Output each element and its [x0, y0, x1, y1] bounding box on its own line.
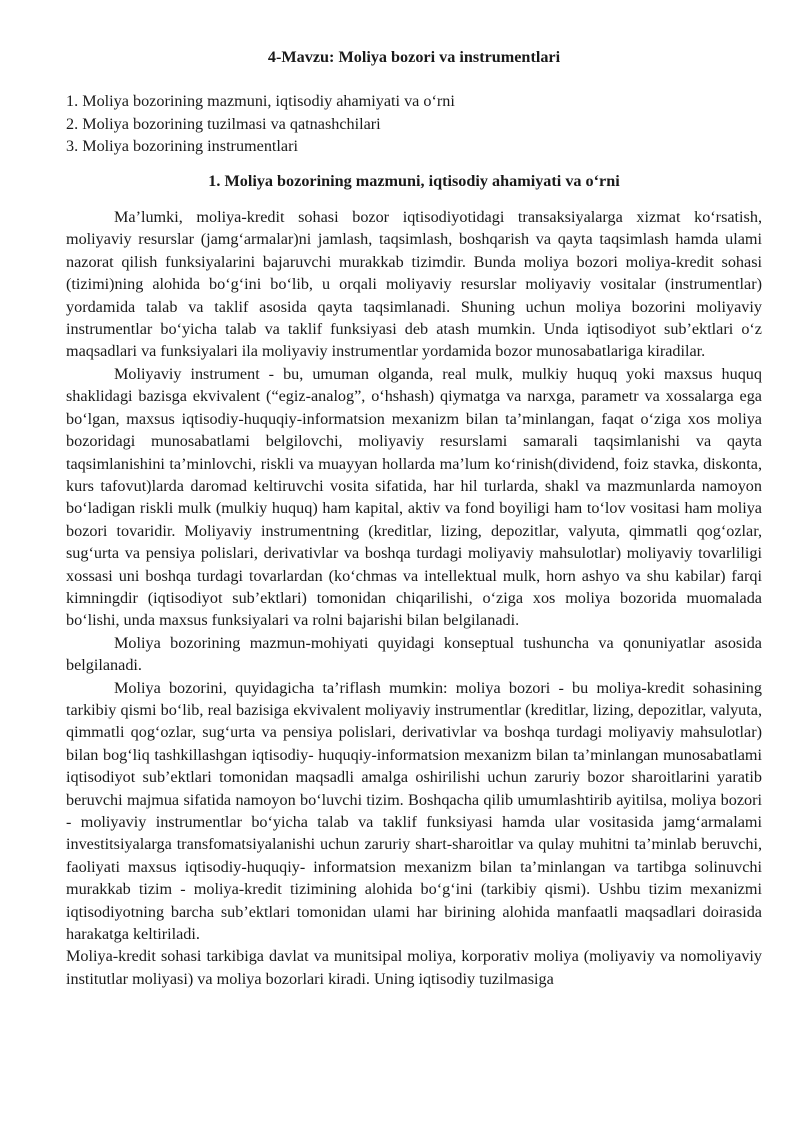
toc-item: 3. Moliya bozorining instrumentlari [66, 137, 298, 156]
paragraph: Moliya bozorining mazmun-mohiyati quyidagi konseptual tushuncha va qonuniyatlar asosida belgilanadi. [66, 633, 762, 675]
section-title: 1. Moliya bozorining mazmuni, iqtisodiy ahamiyati va o‘rni [208, 171, 620, 190]
paragraph: Moliya bozorini, quyidagicha ta’riflash mumkin: moliya bozori - bu moliya-kredit sohasining tarkibiy qismi bo‘lib, real bazisiga ekvivalent moliyaviy instrumentlar (kreditlar, lizing, depozitlar, valyuta, qimmatli qog‘ozlar, sug‘urta va pensiya polislari, derivativlar va boshqa turdagi moliyaviy mahsulotlar) bilan bog‘liq tashkillashgan iqtisodiy- huquqiy-informatsion mexanizm bilan ta’minlangan munosabatlami iqtisodiyot sub’ektlari tomonidan maqsadli amalga oshirilishi uchun zaruriy bozor sharoitlarini yaratib beruvchi majmua sifatida namoyon bo‘luvchi tizim. Boshqacha qilib umumlashtirib ayitilsa, moliya bozori - moliyaviy instrumentlar bo‘yicha talab va taklif funksiyasi hamda ular vositasida jamg‘armalami investitsiyalarga transfomatsiyalanishi uchun zaruriy shart-sharoitlar va qulay muhitni ta’minlab beruvchi, faoliyati maxsus iqtisodiy-huquqiy- informatsion mexanizm bilan ta’minlangan va tartibga solinuvchi murakkab tizim - moliya-kredit tizimining alohida bo‘g‘ini (tarkibiy qismi). Ushbu tizim mexanizmi iqtisodiyotning barcha sub’ektlari tomonidan ulami har birining alohida manfaatli maqsadlari doirasida harakatga keltiriladi. [66, 678, 762, 944]
document-title: 4-Mavzu: Moliya bozori va instrumentlari [267, 48, 561, 66]
table-of-contents [66, 90, 762, 157]
paragraph: Moliyaviy instrument - bu, umuman olganda, real mulk, mulkiy huquq yoki maxsus huquq shaklidagi bazisga ekvivalent (“egiz-analog”, o‘hshash) qiymatga va narxga, parametr va xossalarga ega bo‘lgan, maxsus iqtisodiy-huquqiy-informatsion mexanizm bilan ta’minlangan, faqat o‘ziga xos moliya bozoridagi munosabatlami belgilovchi, moliyaviy resurslami samarali taqsimlanishi va qayta taqsimlanishini ta’minlovchi, riskli va muayyan hollarda ma’lum ko‘rinish(dividend, foiz stavka, diskonta, kurs tafovut)larda daromad keltiruvchi vosita sifatida, har hil turlarda, shakl va mazmunlarda namoyon bo‘ladigan riskli mulk (mulkiy huquq) ham kapital, aktiv va fond boyiligi ham to‘lov vositasi ham moliya bozori tovaridir. Moliyaviy instrumentning (kreditlar, lizing, depozitlar, valyuta, qimmatli qog‘ozlar, sug‘urta va pensiya polislari, derivativlar va boshqa turdagi moliyaviy mahsulotlar) moliyaviy tovarliligi xossasi uni boshqa turdagi tovarlardan (ko‘chmas va intellektual mulk, horn ashyo va shu kabilar) farqi kimningdir (iqtisodiyot sub’ektlari) tomonidan chiqarilishi, o‘ziga xos moliya bozorida muomalada bo‘lishi, unda maxsus funksiyalari va rolni bajarishi bilan belgilanadi. [66, 364, 762, 630]
toc-item: 2. Moliya bozorining tuzilmasi va qatnashchilari [66, 114, 381, 133]
paragraph: Ma’lumki, moliya-kredit sohasi bozor iqtisodiyotidagi transaksiyalarga xizmat ko‘rsatish, moliyaviy resurslar (jamg‘armalar)ni jamlash, taqsimlash, boshqarish va qayta taqsimlash hamda ulami nazorat qilish funksiyalarini bajaruvchi murakkab tizimdir. Bunda moliya bozori moliya-kredit sohasi (tizimi)ning alohida bo‘g‘ini bo‘lib, u orqali moliyaviy resurslar moliyaviy vositalar (instrumentlar) yordamida talab va taklif asosida qayta taqsimlanadi. Shuning uchun moliya bozorini moliyaviy instrumentlar bo‘yicha talab va taklif funksiyasi deb atash mumkin. Unda iqtisodiyot sub’ektlari o‘z maqsadlari va funksiyalari ila moliyaviy instrumentlar yordamida bozor munosabatlariga kiradilar. [66, 208, 762, 361]
paragraph: Moliya-kredit sohasi tarkibiga davlat va munitsipal moliya, korporativ moliya (moliyaviy va nomoliyaviy institutlar moliyasi) va moliya bozorlari kiradi. Uning iqtisodiy tuzilmasiga [66, 947, 762, 988]
toc-item: 1. Moliya bozorining mazmuni, iqtisodiy ahamiyati va o‘rni [66, 92, 455, 111]
